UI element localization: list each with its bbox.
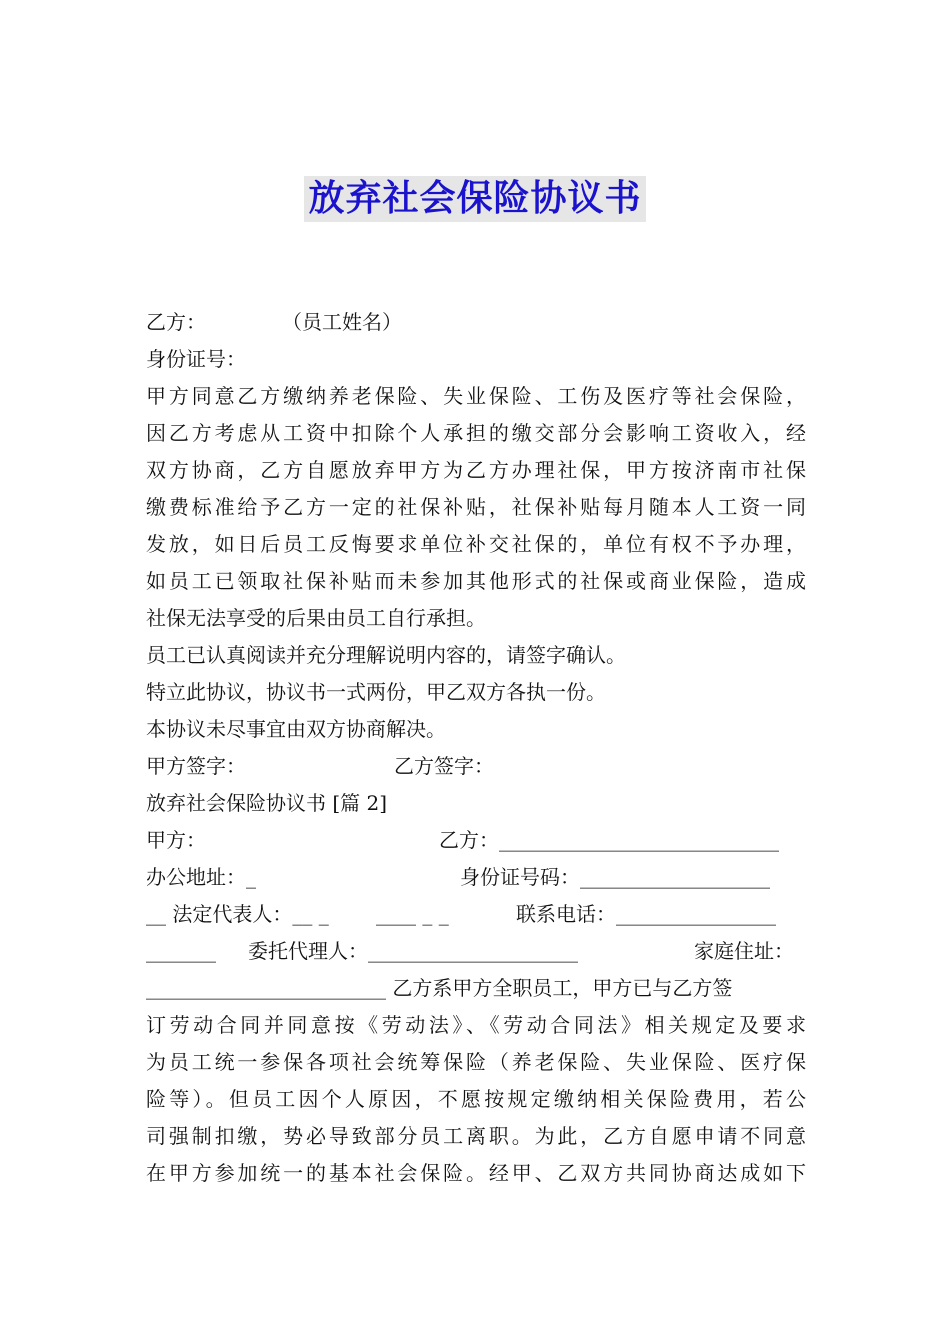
party-b-label: 乙方： — [146, 310, 206, 334]
id-number-line: 身份证号： — [146, 347, 246, 371]
employee-name-hint: （员工姓名） — [282, 310, 402, 334]
confirm-line: 员工已认真阅读并充分理解说明内容的，请签字确认。 — [146, 643, 626, 667]
paragraph-1 — [146, 378, 806, 637]
paragraph-line: 险等）。但员工因个人原因，不愿按规定缴纳相关保险费用，若公 — [146, 1087, 806, 1111]
paragraph-line: 订劳动合同并同意按《劳动法》、《劳动合同法》相关规定及要求 — [146, 1013, 806, 1037]
form-row-address-blank — [146, 970, 806, 1007]
document-title: 放弃社会保险协议书 — [304, 176, 645, 222]
form-row-address — [146, 859, 806, 896]
form-row-agent — [146, 933, 806, 970]
form-row-representative — [146, 896, 806, 933]
office-address-field: 办公地址：_ — [146, 865, 256, 889]
paragraph-line: 如员工已领取社保补贴而未参加其他形式的社保或商业保险，造成 — [146, 569, 806, 593]
signature-line — [146, 748, 806, 785]
unresolved-line: 本协议未尽事宜由双方协商解决。 — [146, 717, 446, 741]
party-b-field: 乙方：____________________________ — [439, 828, 779, 852]
title-wrap — [0, 176, 950, 222]
agent-field: 委托代理人：_____________________ — [248, 939, 578, 963]
agent-leading-blank: _______ — [146, 939, 216, 963]
paragraph-2-start: 乙方系甲方全职员工，甲方已与乙方签 — [386, 976, 733, 1000]
form-row-parties — [146, 822, 806, 859]
paragraph-line: 因乙方考虑从工资中扣除个人承担的缴交部分会影响工资收入，经 — [146, 421, 806, 445]
paragraph-line: 缴费标准给予乙方一定的社保补贴，社保补贴每月随本人工资一同 — [146, 495, 806, 519]
paragraph-2 — [146, 1007, 806, 1192]
party-b-signature-label: 乙方签字： — [394, 754, 494, 778]
representative-blank: ____ _ _ — [376, 902, 449, 926]
paragraph-line: 双方协商，乙方自愿放弃甲方为乙方办理社保，甲方按济南市社保 — [146, 458, 806, 482]
legal-representative-field: __ 法定代表人：__ _ — [146, 902, 329, 926]
home-address-blank: ________________________ — [146, 976, 386, 1000]
paragraph-line: 甲方同意乙方缴纳养老保险、失业保险、工伤及医疗等社会保险， — [146, 384, 806, 408]
party-a-field-label: 甲方： — [146, 828, 206, 852]
party-b-line — [146, 304, 806, 341]
article-2-heading: 放弃社会保险协议书 [篇 2] — [146, 791, 388, 815]
phone-field: 联系电话：________________ — [516, 902, 776, 926]
home-address-label: 家庭住址： — [694, 939, 794, 963]
document-body — [146, 304, 806, 1192]
paragraph-line: 为员工统一参保各项社会统筹保险（养老保险、失业保险、医疗保 — [146, 1050, 806, 1074]
paragraph-line: 在甲方参加统一的基本社会保险。经甲、乙双方共同协商达成如下 — [146, 1161, 806, 1185]
id-number-field: 身份证号码：___________________ — [460, 865, 770, 889]
party-a-signature-label: 甲方签字： — [146, 754, 246, 778]
paragraph-line: 司强制扣缴，势必导致部分员工离职。为此，乙方自愿申请不同意 — [146, 1124, 806, 1148]
copies-line: 特立此协议，协议书一式两份，甲乙双方各执一份。 — [146, 680, 606, 704]
paragraph-line: 社保无法享受的后果由员工自行承担。 — [146, 606, 486, 630]
paragraph-line: 发放，如日后员工反悔要求单位补交社保的，单位有权不予办理， — [146, 532, 806, 556]
